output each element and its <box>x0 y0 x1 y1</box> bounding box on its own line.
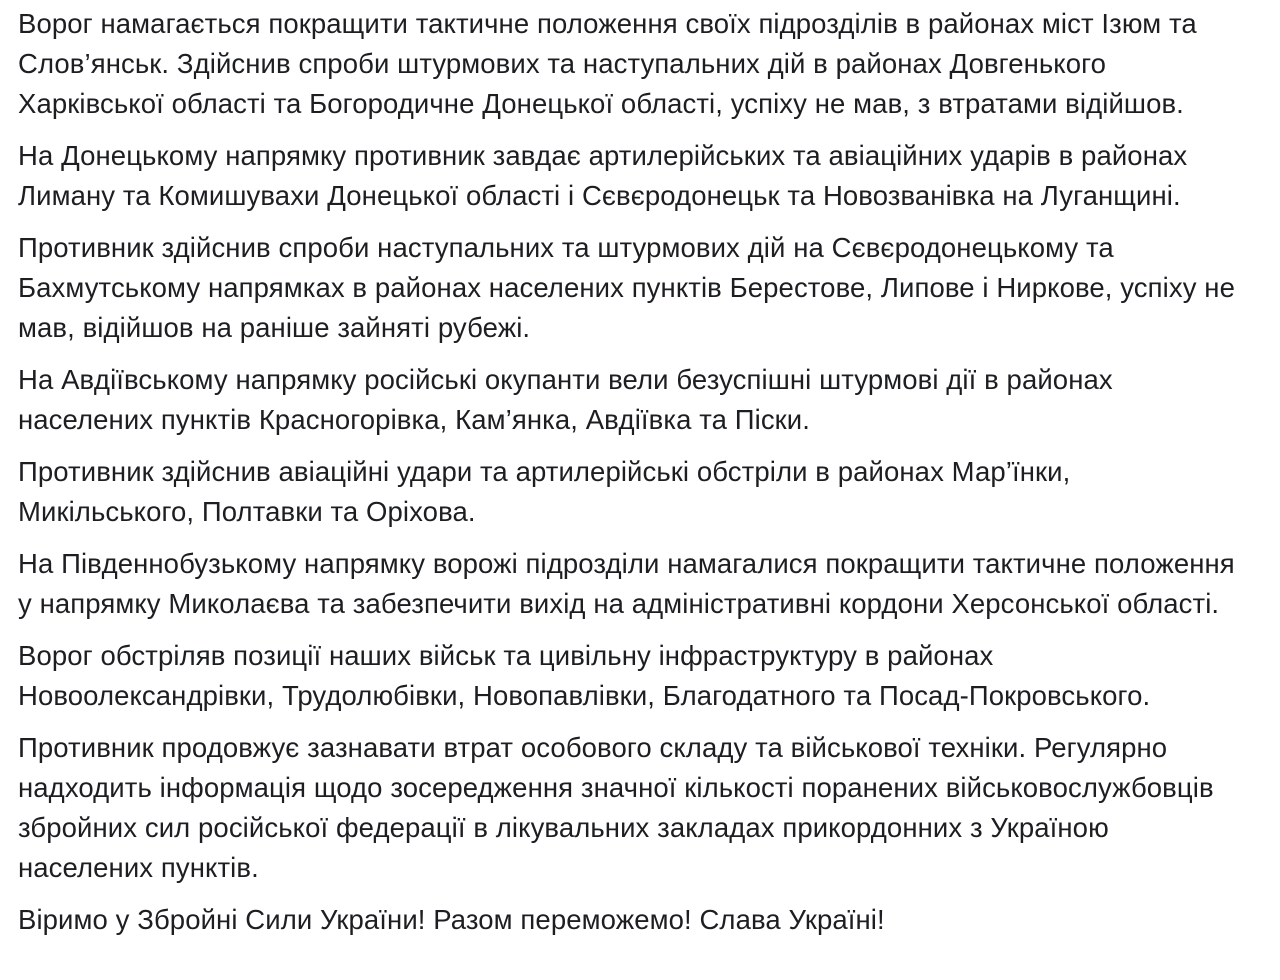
paragraph: На Авдіївському напрямку російські окупанти вели безуспішні штурмові дії в районах населених пунктів Красногорівка, Кам’янка, Авдіївка та Піски. <box>18 364 1113 435</box>
paragraph: Противник здійснив спроби наступальних та штурмових дій на Сєвєродонецькому та Бахмутському напрямках в районах населених пунктів Берестове, Липове і Ниркове, успіху не мав, відійшов на раніше зайняті рубежі. <box>18 232 1235 343</box>
paragraph: На Південнобузькому напрямку ворожі підрозділи намагалися покращити тактичне положення у напрямку Миколаєва та забезпечити вихід на адміністративні кордони Херсонської області. <box>18 548 1235 619</box>
paragraph: На Донецькому напрямку противник завдає артилерійських та авіаційних ударів в районах Лиману та Комишувахи Донецької області і Сєвєродонецьк та Новозванівка на Луганщині. <box>18 140 1188 211</box>
paragraph: Противник здійснив авіаційні удари та артилерійські обстріли в районах Мар’їнки, Микільського, Полтавки та Оріхова. <box>18 456 1071 527</box>
paragraph: Ворог обстріляв позиції наших військ та цивільну інфраструктуру в районах Новоолександрівки, Трудолюбівки, Новопавлівки, Благодатного та Посад-Покровського. <box>18 640 1151 711</box>
paragraph: Противник продовжує зазнавати втрат особового складу та військової техніки. Регулярно надходить інформація щодо зосередження значної кількості поранених військовослужбовців збройних сил російської федерації в лікувальних закладах прикордонних з Україною населених пунктів. <box>18 732 1214 883</box>
paragraph: Віримо у Збройні Сили України! Разом переможемо! Слава Україні! <box>18 904 885 935</box>
paragraph: Ворог намагається покращити тактичне положення своїх підрозділів в районах міст Ізюм та Слов’янськ. Здійснив спроби штурмових та наступальних дій в районах Довгенького Харківської області та Богородичне Донецької області, успіху не мав, з втратами відійшов. <box>18 8 1197 119</box>
